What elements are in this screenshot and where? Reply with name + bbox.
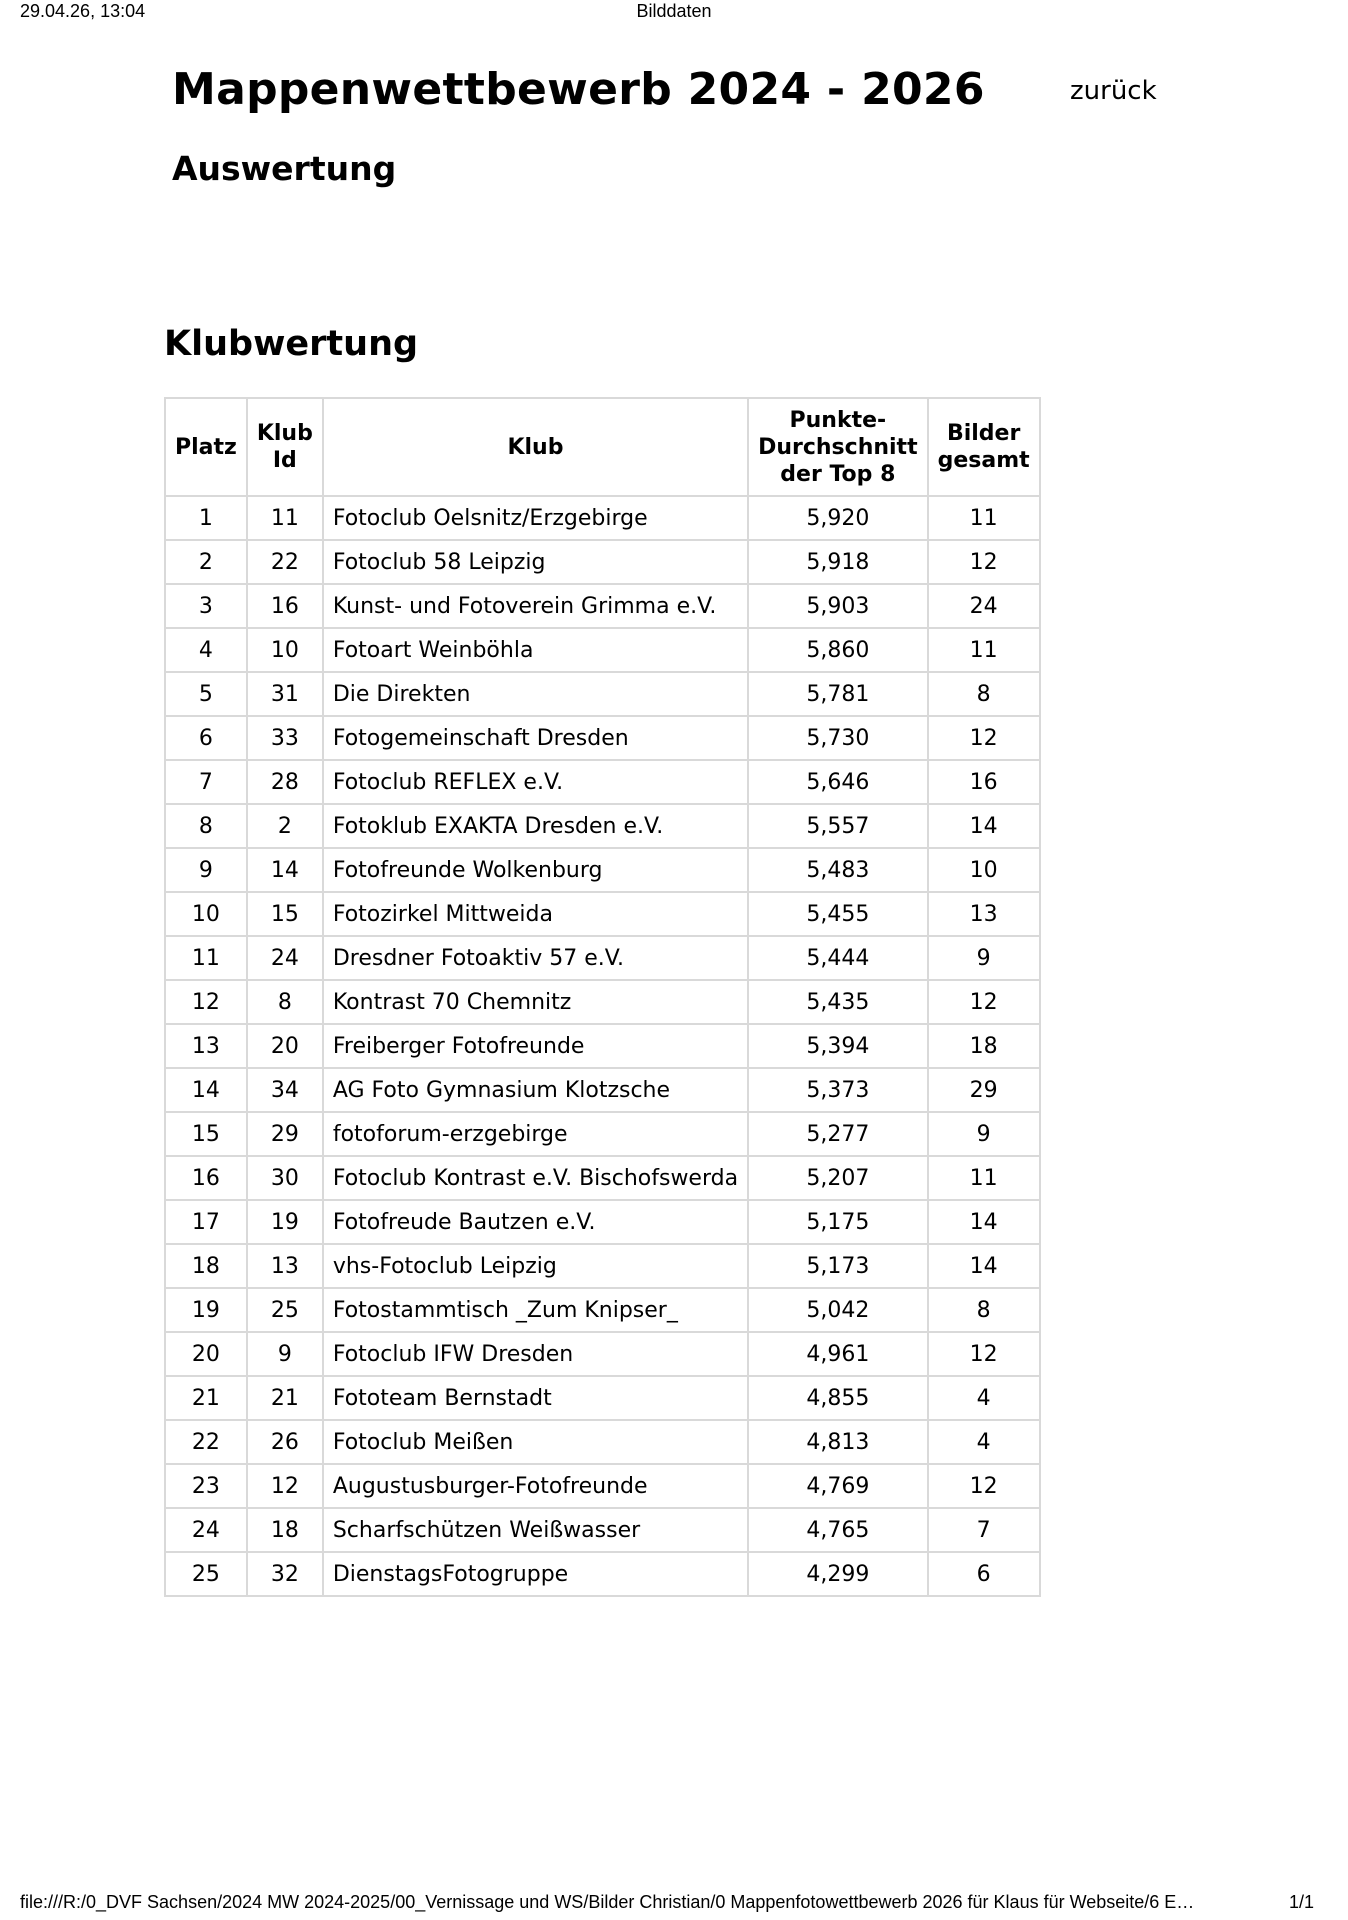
cell-platz: 22 [165, 1420, 247, 1464]
cell-klub: Fotostammtisch _Zum Knipser_ [323, 1288, 748, 1332]
cell-platz: 1 [165, 496, 247, 540]
cell-bilder: 9 [928, 936, 1040, 980]
table-body [165, 496, 1040, 1596]
table-row [165, 672, 1040, 716]
header-klub-label: Klub [507, 434, 564, 460]
table-row [165, 848, 1040, 892]
cell-klub: Fotofreude Bautzen e.V. [323, 1200, 748, 1244]
print-datetime: 29.04.26, 13:04 [20, 1, 146, 21]
header-klub-id-line-2: Id [272, 448, 297, 473]
cell-platz: 25 [165, 1552, 247, 1596]
cell-klub-id: 26 [247, 1420, 323, 1464]
cell-klub: Fotoclub Oelsnitz/Erzgebirge [323, 496, 748, 540]
cell-klub: fotoforum-erzgebirge [323, 1112, 748, 1156]
cell-klub-id: 13 [247, 1244, 323, 1288]
cell-bilder: 13 [928, 892, 1040, 936]
cell-bilder: 8 [928, 1288, 1040, 1332]
cell-klub-id: 22 [247, 540, 323, 584]
table-row [165, 1508, 1040, 1552]
cell-klub-id: 33 [247, 716, 323, 760]
cell-platz: 4 [165, 628, 247, 672]
table-row [165, 1244, 1040, 1288]
cell-klub: Fotoclub IFW Dresden [323, 1332, 748, 1376]
cell-bilder: 12 [928, 540, 1040, 584]
cell-avg: 5,207 [748, 1156, 928, 1200]
cell-klub-id: 15 [247, 892, 323, 936]
cell-platz: 7 [165, 760, 247, 804]
back-link[interactable]: zurück [1070, 76, 1157, 106]
table-row [165, 936, 1040, 980]
cell-klub: Kontrast 70 Chemnitz [323, 980, 748, 1024]
page-subtitle: Auswertung [172, 149, 397, 188]
cell-platz: 23 [165, 1464, 247, 1508]
cell-bilder: 11 [928, 1156, 1040, 1200]
cell-klub-id: 12 [247, 1464, 323, 1508]
cell-avg: 5,042 [748, 1288, 928, 1332]
cell-avg: 4,769 [748, 1464, 928, 1508]
table-row [165, 804, 1040, 848]
cell-bilder: 12 [928, 1332, 1040, 1376]
cell-platz: 13 [165, 1024, 247, 1068]
cell-klub: Fotoklub EXAKTA Dresden e.V. [323, 804, 748, 848]
cell-klub: Fotoclub 58 Leipzig [323, 540, 748, 584]
cell-bilder: 4 [928, 1376, 1040, 1420]
cell-klub: Dresdner Fotoaktiv 57 e.V. [323, 936, 748, 980]
cell-avg: 5,173 [748, 1244, 928, 1288]
cell-bilder: 4 [928, 1420, 1040, 1464]
cell-klub-id: 8 [247, 980, 323, 1024]
cell-klub: DienstagsFotogruppe [323, 1552, 748, 1596]
cell-klub: Fotozirkel Mittweida [323, 892, 748, 936]
cell-platz: 21 [165, 1376, 247, 1420]
cell-bilder: 7 [928, 1508, 1040, 1552]
print-page-title: Bilddaten [636, 1, 712, 21]
cell-platz: 11 [165, 936, 247, 980]
table-row [165, 496, 1040, 540]
cell-avg: 5,860 [748, 628, 928, 672]
cell-klub: Augustusburger-Fotofreunde [323, 1464, 748, 1508]
results-table [164, 397, 1041, 1597]
cell-bilder: 24 [928, 584, 1040, 628]
cell-bilder: 29 [928, 1068, 1040, 1112]
table-row [165, 1376, 1040, 1420]
cell-avg: 5,918 [748, 540, 928, 584]
cell-avg: 5,903 [748, 584, 928, 628]
cell-bilder: 8 [928, 672, 1040, 716]
cell-klub-id: 10 [247, 628, 323, 672]
print-footer [0, 1892, 1348, 1920]
cell-klub-id: 20 [247, 1024, 323, 1068]
cell-avg: 5,781 [748, 672, 928, 716]
cell-klub: Fotoclub REFLEX e.V. [323, 760, 748, 804]
cell-klub-id: 18 [247, 1508, 323, 1552]
header-platz [165, 398, 247, 496]
cell-platz: 6 [165, 716, 247, 760]
cell-klub: Fotogemeinschaft Dresden [323, 716, 748, 760]
cell-avg: 4,813 [748, 1420, 928, 1464]
cell-avg: 5,646 [748, 760, 928, 804]
print-url: file:///R:/0_DVF Sachsen/2024 MW 2024-2025/00_Vernissage und WS/Bilder Christian/0 Mappenfotowettbewerb 2026 für Klaus für Webseite/6 E… [20, 1892, 1195, 1912]
table-row [165, 1156, 1040, 1200]
cell-platz: 19 [165, 1288, 247, 1332]
cell-platz: 2 [165, 540, 247, 584]
cell-klub: vhs-Fotoclub Leipzig [323, 1244, 748, 1288]
cell-klub: Freiberger Fotofreunde [323, 1024, 748, 1068]
cell-avg: 5,444 [748, 936, 928, 980]
page-title: Mappenwettbewerb 2024 - 2026 [172, 64, 985, 115]
cell-avg: 4,961 [748, 1332, 928, 1376]
header-avg-line-3: der Top 8 [780, 461, 896, 487]
table-row [165, 716, 1040, 760]
table-row [165, 1112, 1040, 1156]
table-row [165, 1464, 1040, 1508]
table-header-row [165, 398, 1040, 496]
table-row [165, 1200, 1040, 1244]
cell-platz: 3 [165, 584, 247, 628]
cell-avg: 5,455 [748, 892, 928, 936]
cell-bilder: 12 [928, 1464, 1040, 1508]
cell-klub-id: 30 [247, 1156, 323, 1200]
cell-bilder: 10 [928, 848, 1040, 892]
cell-bilder: 6 [928, 1552, 1040, 1596]
cell-bilder: 12 [928, 716, 1040, 760]
cell-klub: Fotoclub Kontrast e.V. Bischofswerda [323, 1156, 748, 1200]
table-row [165, 1332, 1040, 1376]
cell-avg: 5,394 [748, 1024, 928, 1068]
cell-bilder: 11 [928, 496, 1040, 540]
cell-avg: 5,277 [748, 1112, 928, 1156]
cell-klub-id: 19 [247, 1200, 323, 1244]
cell-platz: 18 [165, 1244, 247, 1288]
cell-klub-id: 16 [247, 584, 323, 628]
cell-avg: 4,299 [748, 1552, 928, 1596]
table-row [165, 760, 1040, 804]
cell-avg: 4,855 [748, 1376, 928, 1420]
cell-platz: 17 [165, 1200, 247, 1244]
print-page-number: 1/1 [1288, 1892, 1314, 1912]
header-avg-line-1: Punkte- [789, 407, 887, 433]
cell-klub: Scharfschützen Weißwasser [323, 1508, 748, 1552]
cell-klub-id: 32 [247, 1552, 323, 1596]
cell-platz: 24 [165, 1508, 247, 1552]
table-row [165, 540, 1040, 584]
header-avg [748, 398, 928, 496]
header-bilder [928, 398, 1040, 496]
cell-klub: Fotoart Weinböhla [323, 628, 748, 672]
cell-avg: 5,373 [748, 1068, 928, 1112]
table-row [165, 1288, 1040, 1332]
cell-klub: Kunst- und Fotoverein Grimma e.V. [323, 584, 748, 628]
cell-platz: 8 [165, 804, 247, 848]
cell-bilder: 14 [928, 1244, 1040, 1288]
cell-klub: AG Foto Gymnasium Klotzsche [323, 1068, 748, 1112]
cell-avg: 5,435 [748, 980, 928, 1024]
cell-klub-id: 31 [247, 672, 323, 716]
section-title: Klubwertung [164, 324, 419, 364]
table-row [165, 628, 1040, 672]
cell-platz: 5 [165, 672, 247, 716]
cell-platz: 9 [165, 848, 247, 892]
cell-klub: Fototeam Bernstadt [323, 1376, 748, 1420]
cell-klub-id: 24 [247, 936, 323, 980]
cell-klub: Die Direkten [323, 672, 748, 716]
cell-platz: 16 [165, 1156, 247, 1200]
cell-klub-id: 28 [247, 760, 323, 804]
cell-bilder: 16 [928, 760, 1040, 804]
cell-klub: Fotofreunde Wolkenburg [323, 848, 748, 892]
cell-avg: 5,557 [748, 804, 928, 848]
cell-platz: 12 [165, 980, 247, 1024]
cell-bilder: 18 [928, 1024, 1040, 1068]
table-row [165, 980, 1040, 1024]
cell-klub-id: 29 [247, 1112, 323, 1156]
cell-platz: 15 [165, 1112, 247, 1156]
cell-klub-id: 21 [247, 1376, 323, 1420]
header-klub [323, 398, 748, 496]
cell-bilder: 14 [928, 1200, 1040, 1244]
cell-klub-id: 2 [247, 804, 323, 848]
table-row [165, 584, 1040, 628]
table-row [165, 1068, 1040, 1112]
print-header [0, 0, 1348, 30]
header-bilder-line-2: gesamt [937, 448, 1030, 473]
table-row [165, 1420, 1040, 1464]
cell-bilder: 14 [928, 804, 1040, 848]
cell-bilder: 11 [928, 628, 1040, 672]
cell-avg: 5,175 [748, 1200, 928, 1244]
header-klub-id [247, 398, 323, 496]
cell-bilder: 12 [928, 980, 1040, 1024]
cell-klub-id: 34 [247, 1068, 323, 1112]
cell-klub-id: 25 [247, 1288, 323, 1332]
cell-platz: 10 [165, 892, 247, 936]
cell-klub-id: 14 [247, 848, 323, 892]
table-row [165, 1024, 1040, 1068]
table-row [165, 1552, 1040, 1596]
cell-avg: 5,483 [748, 848, 928, 892]
cell-platz: 14 [165, 1068, 247, 1112]
header-platz-label: Platz [175, 434, 237, 460]
cell-klub-id: 11 [247, 496, 323, 540]
cell-bilder: 9 [928, 1112, 1040, 1156]
cell-avg: 4,765 [748, 1508, 928, 1552]
header-bilder-line-1: Bilder [946, 421, 1021, 446]
header-klub-id-line-1: Klub [256, 421, 313, 446]
cell-avg: 5,730 [748, 716, 928, 760]
cell-klub: Fotoclub Meißen [323, 1420, 748, 1464]
cell-klub-id: 9 [247, 1332, 323, 1376]
cell-avg: 5,920 [748, 496, 928, 540]
table-row [165, 892, 1040, 936]
header-avg-line-2: Durchschnitt [758, 434, 918, 460]
cell-platz: 20 [165, 1332, 247, 1376]
